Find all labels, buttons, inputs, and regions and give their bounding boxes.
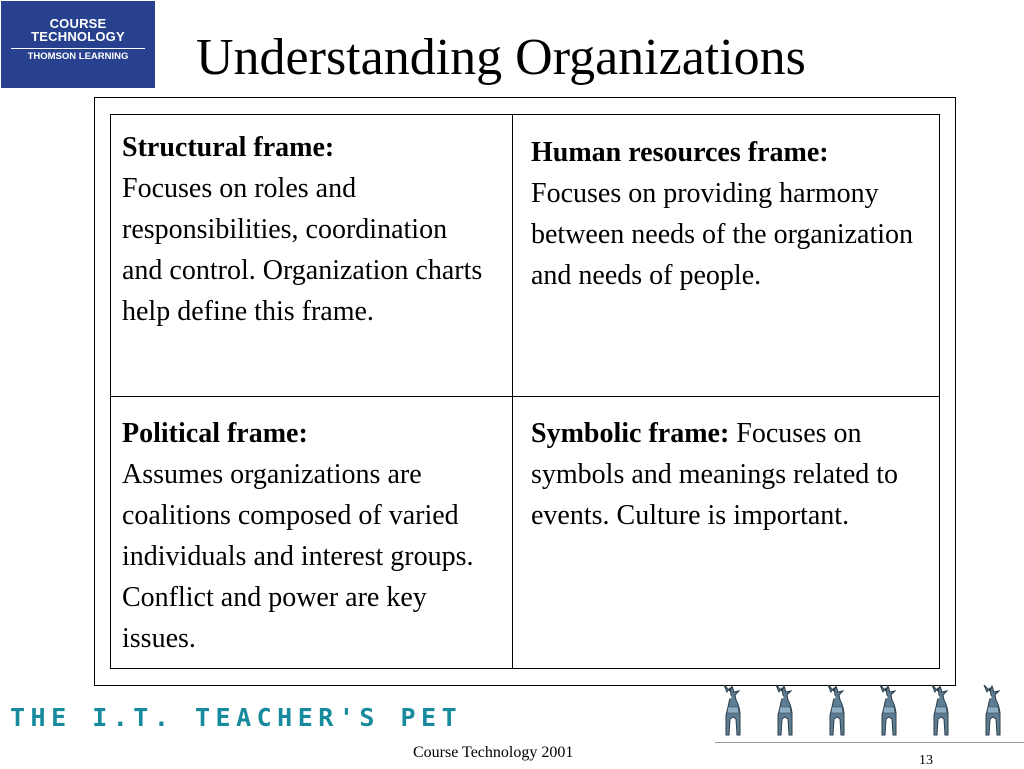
political-frame-cell: [122, 413, 494, 659]
footer-rule: [715, 742, 1024, 743]
logo-line-2: TECHNOLOGY: [31, 29, 125, 44]
dog-icon-row: [718, 683, 1018, 739]
structural-frame-heading: Structural frame:: [122, 132, 335, 163]
frames-grid: [110, 114, 940, 669]
it-teachers-pet-banner: THE I.T. TEACHER'S PET: [10, 703, 463, 732]
logo-line-3: THOMSON LEARNING: [27, 51, 129, 62]
footer-credit: Course Technology 2001: [413, 744, 574, 761]
political-frame-body: Assumes organizations are coalitions composed of varied individuals and interest groups. Conflict and power are key issues.: [122, 459, 474, 654]
dog-icon: [978, 683, 1008, 739]
symbolic-frame-cell: [531, 413, 921, 536]
structural-frame-cell: [122, 127, 494, 332]
grid-vertical-divider: [512, 115, 513, 668]
grid-horizontal-divider: [111, 396, 939, 397]
dog-icon: [926, 683, 956, 739]
political-frame-heading: Political frame:: [122, 418, 308, 449]
logo-line-1: COURSE: [49, 16, 107, 31]
page-number: 13: [919, 753, 933, 768]
human-resources-frame-cell: [531, 132, 921, 296]
logo-divider: [11, 48, 145, 49]
human-resources-frame-heading: Human resources frame:: [531, 137, 829, 168]
human-resources-frame-body: Focuses on providing harmony between needs of the organization and needs of people.: [531, 178, 914, 291]
dog-icon: [770, 683, 800, 739]
course-technology-logo: [1, 1, 155, 88]
dog-icon: [822, 683, 852, 739]
symbolic-frame-heading: Symbolic frame:: [531, 418, 730, 449]
slide-title: Understanding Organizations: [196, 29, 806, 86]
dog-icon: [718, 683, 748, 739]
dog-icon: [874, 683, 904, 739]
symbolic-frame-body: Focuses on symbols and meanings related to events. Culture is important.: [531, 418, 899, 531]
structural-frame-body: Focuses on roles and responsibilities, coordination and control. Organization charts help define this frame.: [122, 173, 483, 327]
